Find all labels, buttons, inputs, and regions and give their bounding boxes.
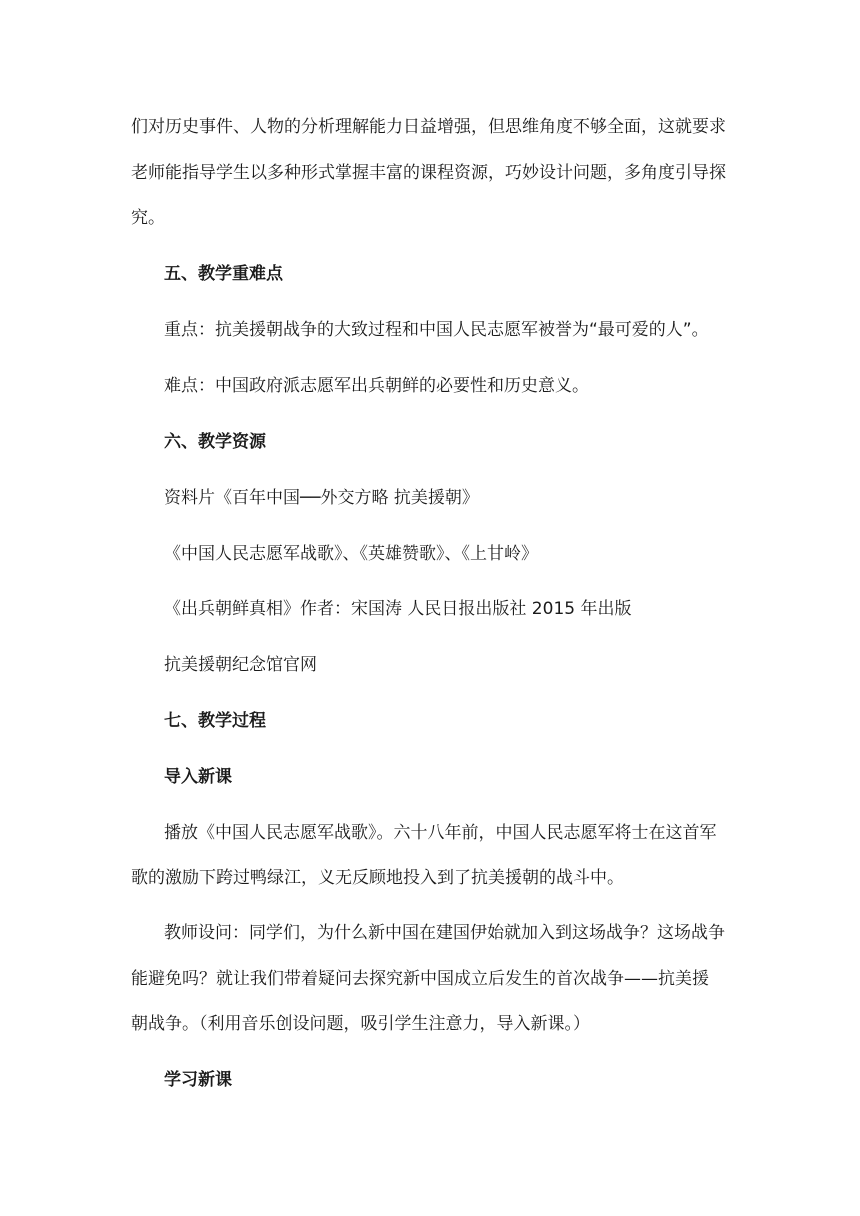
paragraph-1-line-2: 歌的激励下跨过鸭绿江，义无反顾地投入到了抗美援朝的战斗中。: [131, 868, 624, 888]
intro-paragraph-line-2: 老师能指导学生以多种形式掌握丰富的课程资源，巧妙设计问题，多角度引导探: [131, 163, 726, 183]
paragraph-2-line-3: 朝战争。（利用音乐创设问题，吸引学生注意力，导入新课。）: [131, 1014, 590, 1034]
difficult-point-text: 难点：中国政府派志愿军出兵朝鲜的必要性和历史意义。: [164, 376, 589, 396]
new-lesson-subheading: 学习新课: [164, 1070, 232, 1090]
resource-item: 抗美援朝纪念馆官网: [164, 655, 317, 675]
resource-item: 《出兵朝鲜真相》作者：宋国涛 人民日报出版社 2015 年出版: [164, 599, 632, 619]
section-6-heading: 六、教学资源: [164, 432, 266, 452]
intro-paragraph-line-3: 究。: [131, 208, 165, 228]
section-7-heading: 七、教学过程: [164, 711, 266, 731]
paragraph-2-line-2: 能避免吗？就让我们带着疑问去探究新中国成立后发生的首次战争——抗美援: [131, 969, 709, 989]
intro-paragraph-line-1: 们对历史事件、人物的分析理解能力日益增强，但思维角度不够全面，这就要求: [131, 117, 726, 137]
section-5-heading: 五、教学重难点: [164, 264, 283, 284]
paragraph-2-line-1: 教师设问：同学们，为什么新中国在建国伊始就加入到这场战争？这场战争: [164, 923, 725, 943]
resource-item: 资料片《百年中国──外交方略 抗美援朝》: [164, 488, 479, 508]
resource-item: 《中国人民志愿军战歌》、《英雄赞歌》、《上甘岭》: [164, 544, 538, 564]
intro-lesson-subheading: 导入新课: [164, 767, 232, 787]
key-point-text: 重点：抗美援朝战争的大致过程和中国人民志愿军被誉为“最可爱的人”。: [164, 320, 709, 340]
paragraph-1-line-1: 播放《中国人民志愿军战歌》。六十八年前，中国人民志愿军将士在这首军: [164, 823, 717, 843]
